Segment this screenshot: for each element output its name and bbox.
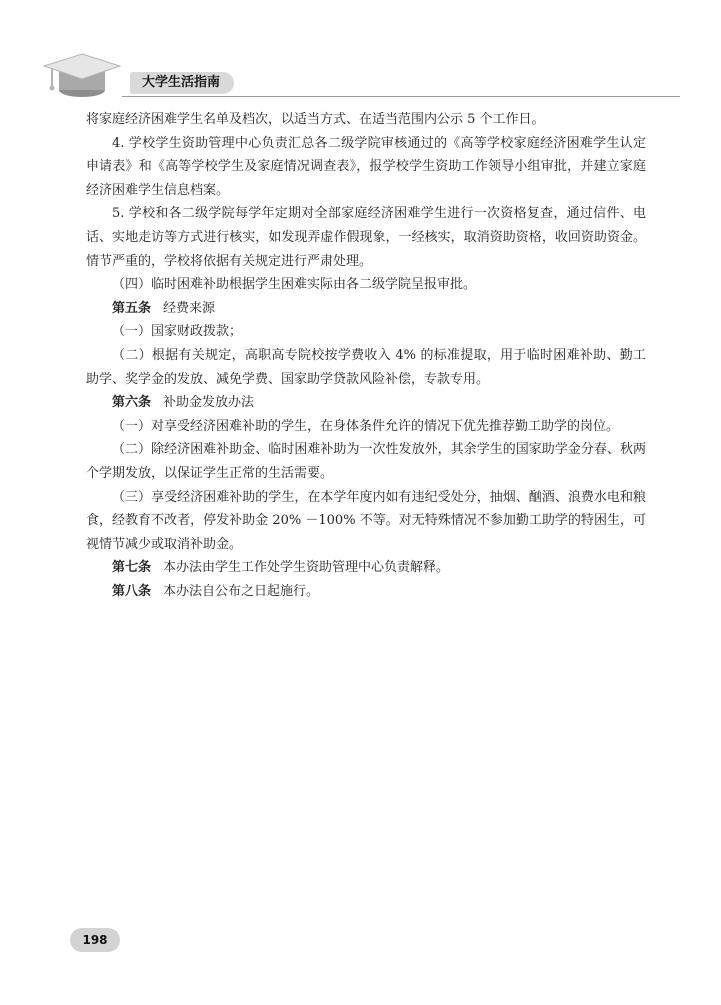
paragraph-item-4: 4. 学校学生资助管理中心负责汇总各二级学院审核通过的《高等学校家庭经济困难学生认定申请表》和《高等学校学生及家庭情况调查表》，报学校学生资助工作领导小组审批，并建立家庭经济困难学生信息档案。 bbox=[86, 135, 646, 198]
article-5-item-2: （二）根据有关规定，高职高专院校按学费收入 4% 的标准提取，用于临时困难补助、勤工助学、奖学金的发放、减免学费、国家助学贷款风险补偿，专款专用。 bbox=[86, 347, 646, 387]
paragraph-item-four: （四）临时困难补助根据学生困难实际由各二级学院呈报审批。 bbox=[112, 277, 477, 293]
article-6-item-1: （一）对享受经济困难补助的学生，在身体条件允许的情况下优先推荐勤工助学的岗位。 bbox=[112, 418, 620, 434]
article-8-text: 本办法自公布之日起施行。 bbox=[163, 583, 320, 599]
article-8-label: 第八条 bbox=[112, 583, 152, 599]
article-5-heading bbox=[86, 297, 646, 321]
article-6-item-3: （三）享受经济困难补助的学生，在本学年度内如有违纪受处分，抽烟、酗酒、浪费水电和粮食，经教育不改者，停发补助金 20% －100% 不等。对无特殊情况不参加勤工助学的特困生，可视情节减少或取消补助金。 bbox=[86, 489, 646, 552]
article-7 bbox=[86, 556, 646, 580]
article-5-title: 经费来源 bbox=[163, 300, 216, 316]
article-6-heading bbox=[86, 391, 646, 415]
article-5-item-1: （一）国家财政拨款； bbox=[112, 324, 243, 340]
paragraph-continuation: 将家庭经济困难学生名单及档次，以适当方式、在适当范围内公示 5 个工作日。 bbox=[86, 112, 545, 127]
header-divider bbox=[122, 96, 680, 97]
article-6-title: 补助金发放办法 bbox=[163, 395, 255, 411]
article-6-item-2: （二）除经济困难补助金、临时困难补助为一次性发放外，其余学生的国家助学金分春、秋两个学期发放，以保证学生正常的生活需要。 bbox=[86, 442, 646, 481]
page-header bbox=[40, 52, 680, 102]
article-6-label: 第六条 bbox=[112, 395, 152, 411]
page-number: 198 bbox=[70, 928, 120, 952]
article-5-label: 第五条 bbox=[112, 300, 152, 316]
paragraph-item-5: 5. 学校和各二级学院每学年定期对全部家庭经济困难学生进行一次资格复查，通过信件、电话、实地走访等方式进行核实，如发现弄虚作假现象，一经核实，取消资助资格，收回资助资金。情节严重的，学校将依据有关规定进行严肃处理。 bbox=[86, 206, 646, 269]
article-7-text: 本办法由学生工作处学生资助管理中心负责解释。 bbox=[163, 560, 450, 576]
article-8 bbox=[86, 580, 646, 604]
article-7-label: 第七条 bbox=[112, 560, 152, 576]
document-body bbox=[86, 108, 646, 603]
graduation-cap-icon bbox=[42, 52, 122, 98]
header-title: 大学生活指南 bbox=[130, 72, 234, 94]
